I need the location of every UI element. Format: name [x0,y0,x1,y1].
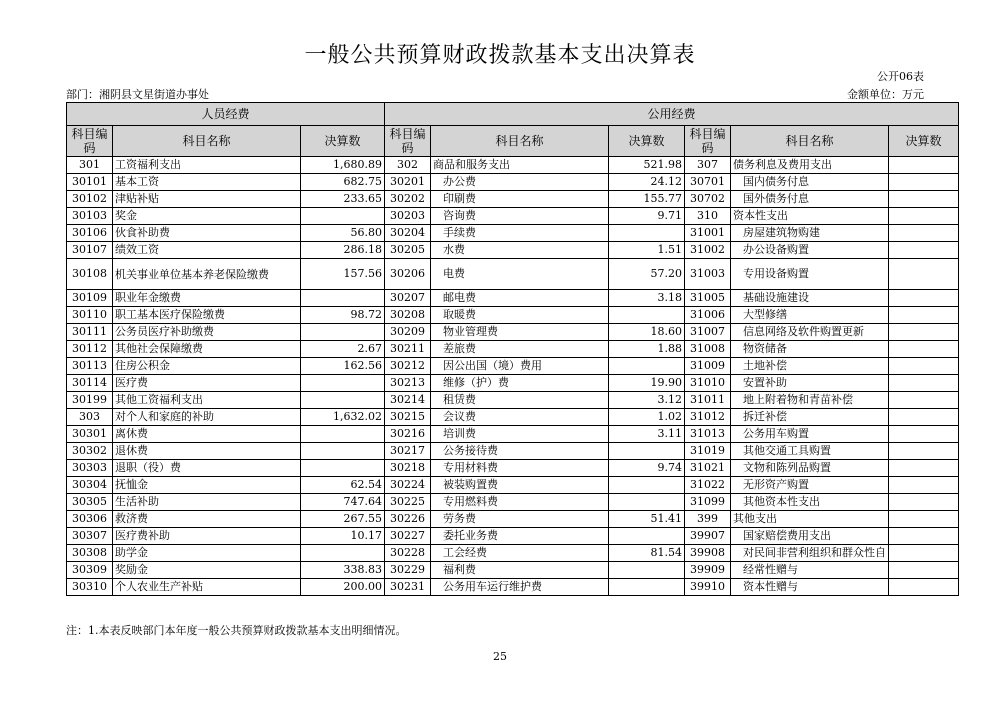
table-row [67,579,959,596]
code-cell: 31010 [685,375,731,392]
table-row [67,358,959,375]
amount-cell: 2.67 [301,341,385,358]
col-amount-1: 决算数 [301,126,385,157]
name-cell: 医疗费 [113,375,301,392]
amount-cell [889,157,959,174]
amount-cell: 157.56 [301,259,385,290]
amount-cell [889,579,959,596]
name-cell: 公务接待费 [431,443,609,460]
code-cell: 30307 [67,528,113,545]
name-cell: 取暖费 [431,307,609,324]
name-cell: 福利费 [431,562,609,579]
code-cell: 30112 [67,341,113,358]
name-cell: 资本性支出 [731,208,889,225]
name-cell: 抚恤金 [113,477,301,494]
name-cell: 离休费 [113,426,301,443]
col-amount-3: 决算数 [889,126,959,157]
name-cell: 救济费 [113,511,301,528]
code-cell: 30229 [385,562,431,579]
amount-cell [889,477,959,494]
code-cell: 30109 [67,290,113,307]
code-cell: 30207 [385,290,431,307]
name-cell: 个人农业生产补贴 [113,579,301,596]
name-cell: 信息网络及软件购置更新 [731,324,889,341]
name-cell: 奖金 [113,208,301,225]
name-cell: 对民间非营利组织和群众性自 [731,545,889,562]
name-cell: 物资储备 [731,341,889,358]
table-row [67,191,959,208]
code-cell: 30202 [385,191,431,208]
name-cell: 无形资产购置 [731,477,889,494]
code-cell: 30211 [385,341,431,358]
amount-cell: 1.88 [609,341,685,358]
table-row [67,494,959,511]
amount-cell: 51.41 [609,511,685,528]
amount-cell [889,324,959,341]
code-cell: 39909 [685,562,731,579]
code-cell: 30204 [385,225,431,242]
code-cell: 30231 [385,579,431,596]
code-cell: 30201 [385,174,431,191]
amount-cell: 1,632.02 [301,409,385,426]
amount-cell [889,225,959,242]
amount-cell: 1,680.89 [301,157,385,174]
name-cell: 其他交通工具购置 [731,443,889,460]
name-cell: 房屋建筑物购建 [731,225,889,242]
amount-cell: 155.77 [609,191,685,208]
col-code-1: 科目编码 [67,126,113,157]
code-cell: 310 [685,208,731,225]
amount-cell [889,259,959,290]
amount-cell: 10.17 [301,528,385,545]
code-cell: 30216 [385,426,431,443]
name-cell: 基础设施建设 [731,290,889,307]
name-cell: 其他社会保障缴费 [113,341,301,358]
name-cell: 国外债务付息 [731,191,889,208]
name-cell: 物业管理费 [431,324,609,341]
code-cell: 30215 [385,409,431,426]
amount-cell [889,392,959,409]
amount-cell [889,460,959,477]
code-cell: 30206 [385,259,431,290]
name-cell: 会议费 [431,409,609,426]
code-cell: 30205 [385,242,431,259]
table-row [67,324,959,341]
name-cell: 退职（役）费 [113,460,301,477]
name-cell: 大型修缮 [731,307,889,324]
amount-cell: 747.64 [301,494,385,511]
name-cell: 助学金 [113,545,301,562]
code-cell: 31008 [685,341,731,358]
name-cell: 手续费 [431,225,609,242]
name-cell: 机关事业单位基本养老保险缴费 [113,259,301,290]
name-cell: 资本性赠与 [731,579,889,596]
amount-cell [889,494,959,511]
code-cell: 31007 [685,324,731,341]
col-code-3: 科目编码 [685,126,731,157]
amount-cell: 19.90 [609,375,685,392]
name-cell: 办公设备购置 [731,242,889,259]
amount-cell: 56.80 [301,225,385,242]
doc-number: 公开06表 [877,70,924,83]
amount-cell: 233.65 [301,191,385,208]
name-cell: 专用材料费 [431,460,609,477]
name-cell: 因公出国（境）费用 [431,358,609,375]
amount-unit-label: 金额单位：万元 [847,88,924,101]
name-cell: 电费 [431,259,609,290]
amount-cell: 521.98 [609,157,685,174]
amount-cell [889,290,959,307]
table-row [67,174,959,191]
code-cell: 31013 [685,426,731,443]
amount-cell [889,426,959,443]
code-cell: 31011 [685,392,731,409]
name-cell: 工会经费 [431,545,609,562]
name-cell: 住房公积金 [113,358,301,375]
name-cell: 医疗费补助 [113,528,301,545]
name-cell: 安置补助 [731,375,889,392]
amount-cell: 3.18 [609,290,685,307]
page-number: 25 [493,650,507,663]
table-row [67,225,959,242]
name-cell: 咨询费 [431,208,609,225]
personnel-group-header: 人员经费 [67,103,385,126]
name-cell: 工资福利支出 [113,157,301,174]
name-cell: 经常性赠与 [731,562,889,579]
public-group-header: 公用经费 [385,103,959,126]
page-title: 一般公共预算财政拨款基本支出决算表 [304,43,696,68]
name-cell: 其他支出 [731,511,889,528]
amount-cell [889,545,959,562]
table-row [67,290,959,307]
name-cell: 津贴补贴 [113,191,301,208]
name-cell: 劳务费 [431,511,609,528]
name-cell: 文物和陈列品购置 [731,460,889,477]
name-cell: 生活补助 [113,494,301,511]
code-cell: 30106 [67,225,113,242]
code-cell: 39910 [685,579,731,596]
code-cell: 399 [685,511,731,528]
code-cell: 30103 [67,208,113,225]
amount-cell [889,341,959,358]
code-cell: 30701 [685,174,731,191]
code-cell: 30302 [67,443,113,460]
name-cell: 职业年金缴费 [113,290,301,307]
amount-cell [609,358,685,375]
name-cell: 基本工资 [113,174,301,191]
name-cell: 地上附着物和青苗补偿 [731,392,889,409]
amount-cell [301,392,385,409]
table-row [67,477,959,494]
amount-cell [889,375,959,392]
col-name-3: 科目名称 [731,126,889,157]
code-cell: 31019 [685,443,731,460]
code-cell: 31006 [685,307,731,324]
name-cell: 奖励金 [113,562,301,579]
table-row [67,259,959,290]
code-cell: 301 [67,157,113,174]
amount-cell [301,426,385,443]
code-cell: 30214 [385,392,431,409]
code-cell: 30102 [67,191,113,208]
amount-cell [889,208,959,225]
name-cell: 绩效工资 [113,242,301,259]
code-cell: 30217 [385,443,431,460]
amount-cell: 9.74 [609,460,685,477]
amount-cell: 98.72 [301,307,385,324]
amount-cell [889,174,959,191]
amount-cell [301,208,385,225]
name-cell: 债务利息及费用支出 [731,157,889,174]
amount-cell [609,528,685,545]
amount-cell [889,528,959,545]
amount-cell [609,579,685,596]
amount-cell [301,460,385,477]
code-cell: 30227 [385,528,431,545]
code-cell: 31003 [685,259,731,290]
amount-cell [889,307,959,324]
code-cell: 303 [67,409,113,426]
name-cell: 维修（护）费 [431,375,609,392]
col-amount-2: 决算数 [609,126,685,157]
amount-cell [301,443,385,460]
table-row [67,157,959,174]
code-cell: 31021 [685,460,731,477]
amount-cell [609,443,685,460]
code-cell: 39908 [685,545,731,562]
name-cell: 土地补偿 [731,358,889,375]
code-cell: 30113 [67,358,113,375]
code-cell: 30309 [67,562,113,579]
code-cell: 30208 [385,307,431,324]
code-cell: 302 [385,157,431,174]
amount-cell: 286.18 [301,242,385,259]
code-cell: 30301 [67,426,113,443]
amount-cell [889,443,959,460]
amount-cell: 162.56 [301,358,385,375]
amount-cell [301,375,385,392]
code-cell: 30228 [385,545,431,562]
code-cell: 30304 [67,477,113,494]
amount-cell [889,409,959,426]
code-cell: 30218 [385,460,431,477]
code-cell: 30107 [67,242,113,259]
code-cell: 31005 [685,290,731,307]
table-row [67,426,959,443]
name-cell: 拆迁补偿 [731,409,889,426]
amount-cell [889,242,959,259]
amount-cell: 1.02 [609,409,685,426]
code-cell: 30225 [385,494,431,511]
code-cell: 30199 [67,392,113,409]
code-cell: 30114 [67,375,113,392]
code-cell: 30110 [67,307,113,324]
amount-cell [889,191,959,208]
code-cell: 31022 [685,477,731,494]
code-cell: 30111 [67,324,113,341]
table-row [67,341,959,358]
table-row [67,307,959,324]
code-cell: 30209 [385,324,431,341]
name-cell: 专用设备购置 [731,259,889,290]
table-note: 注：1.本表反映部门本年度一般公共预算财政拨款基本支出明细情况。 [66,624,407,637]
code-cell: 31009 [685,358,731,375]
amount-cell: 81.54 [609,545,685,562]
name-cell: 国家赔偿费用支出 [731,528,889,545]
table-row [67,562,959,579]
code-cell: 39907 [685,528,731,545]
amount-cell [609,477,685,494]
code-cell: 30226 [385,511,431,528]
code-cell: 307 [685,157,731,174]
col-name-1: 科目名称 [113,126,301,157]
name-cell: 水费 [431,242,609,259]
amount-cell: 3.11 [609,426,685,443]
name-cell: 公务员医疗补助缴费 [113,324,301,341]
amount-cell [609,494,685,511]
col-name-2: 科目名称 [431,126,609,157]
amount-cell: 62.54 [301,477,385,494]
table-row [67,242,959,259]
code-cell: 30213 [385,375,431,392]
name-cell: 其他资本性支出 [731,494,889,511]
name-cell: 培训费 [431,426,609,443]
amount-cell: 18.60 [609,324,685,341]
code-cell: 30224 [385,477,431,494]
code-cell: 30306 [67,511,113,528]
amount-cell: 682.75 [301,174,385,191]
code-cell: 30108 [67,259,113,290]
table-row [67,545,959,562]
name-cell: 印刷费 [431,191,609,208]
name-cell: 办公费 [431,174,609,191]
name-cell: 职工基本医疗保险缴费 [113,307,301,324]
code-cell: 31002 [685,242,731,259]
name-cell: 伙食补助费 [113,225,301,242]
code-cell: 30702 [685,191,731,208]
amount-cell: 267.55 [301,511,385,528]
amount-cell [301,545,385,562]
name-cell: 委托业务费 [431,528,609,545]
code-cell: 30203 [385,208,431,225]
code-cell: 30303 [67,460,113,477]
code-cell: 30308 [67,545,113,562]
name-cell: 被装购置费 [431,477,609,494]
amount-cell: 24.12 [609,174,685,191]
name-cell: 对个人和家庭的补助 [113,409,301,426]
name-cell: 专用燃料费 [431,494,609,511]
table-row [67,443,959,460]
amount-cell [889,511,959,528]
col-code-2: 科目编码 [385,126,431,157]
expenditure-table [66,102,959,596]
name-cell: 公务用车运行维护费 [431,579,609,596]
department-label: 部门：湘阴县文星街道办事处 [66,88,209,101]
table-row [67,528,959,545]
name-cell: 公务用车购置 [731,426,889,443]
name-cell: 其他工资福利支出 [113,392,301,409]
amount-cell [889,358,959,375]
name-cell: 商品和服务支出 [431,157,609,174]
amount-cell: 338.83 [301,562,385,579]
code-cell: 31012 [685,409,731,426]
name-cell: 租赁费 [431,392,609,409]
table-row [67,375,959,392]
table-row [67,460,959,477]
table-row [67,409,959,426]
code-cell: 30310 [67,579,113,596]
amount-cell [301,324,385,341]
amount-cell [609,562,685,579]
name-cell: 邮电费 [431,290,609,307]
code-cell: 30101 [67,174,113,191]
table-row [67,208,959,225]
code-cell: 31099 [685,494,731,511]
name-cell: 国内债务付息 [731,174,889,191]
code-cell: 30305 [67,494,113,511]
amount-cell [609,225,685,242]
group-header-row [67,103,959,126]
amount-cell: 3.12 [609,392,685,409]
amount-cell [609,307,685,324]
code-cell: 30212 [385,358,431,375]
column-header-row [67,126,959,157]
amount-cell: 9.71 [609,208,685,225]
amount-cell: 1.51 [609,242,685,259]
name-cell: 差旅费 [431,341,609,358]
amount-cell [889,562,959,579]
amount-cell [301,290,385,307]
amount-cell: 57.20 [609,259,685,290]
table-row [67,392,959,409]
amount-cell: 200.00 [301,579,385,596]
table-row [67,511,959,528]
name-cell: 退休费 [113,443,301,460]
code-cell: 31001 [685,225,731,242]
